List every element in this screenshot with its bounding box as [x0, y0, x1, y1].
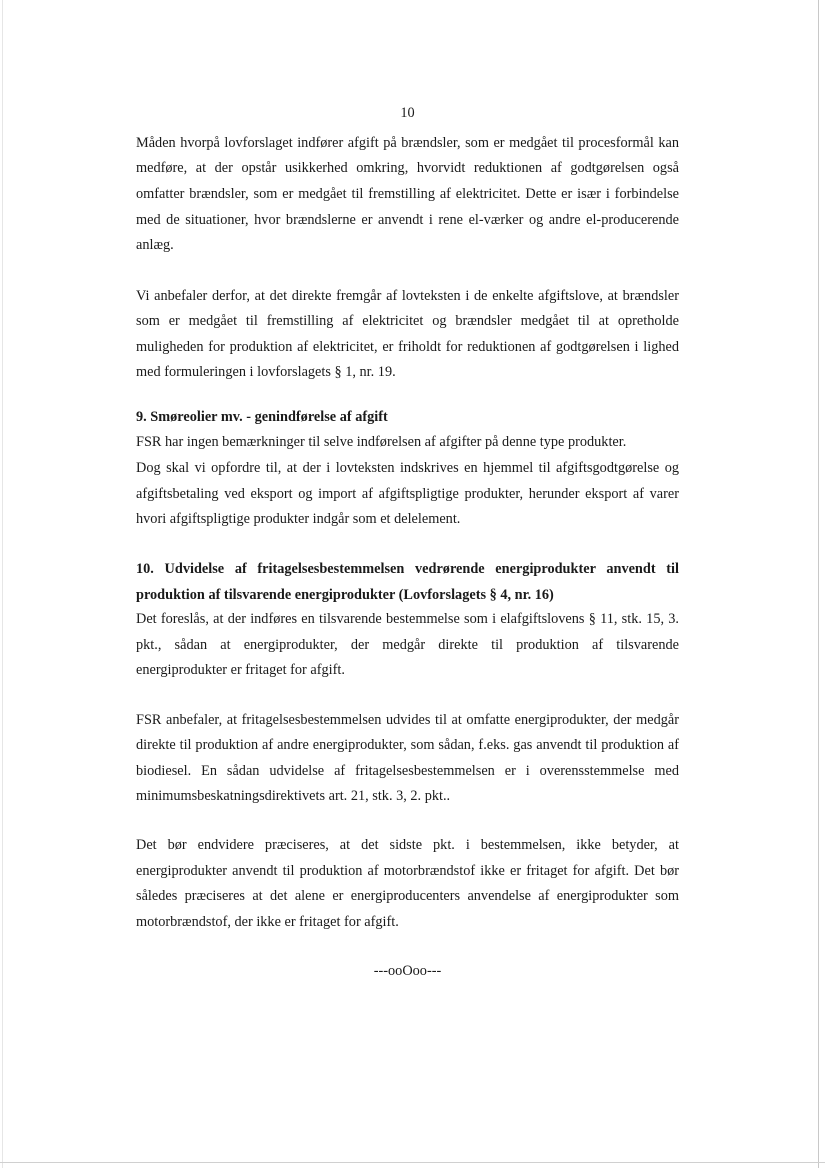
page-number: 10: [400, 105, 415, 121]
text-line: muligheden for produktion af elektricitet, er friholdt for reduktionen af godtgørelsen i lighed: [136, 339, 679, 355]
text-line: FSR anbefaler, at fritagelsesbestemmelsen udvides til at omfatte energiprodukter, der medgår: [136, 712, 679, 728]
text-line: afgiftsbetaling ved eksport og import af afgiftspligtige produkter, herunder eksport af varer: [136, 486, 679, 502]
section-heading: produktion af tilsvarende energiprodukter (Lovforslagets § 4, nr. 16): [136, 587, 554, 603]
text-line: med formuleringen i lovforslagets § 1, nr. 19.: [136, 364, 396, 380]
text-line: Vi anbefaler derfor, at det direkte fremgår af lovteksten i de enkelte afgiftslove, at brændsler: [136, 288, 679, 304]
section-heading: 10. Udvidelse af fritagelsesbestemmelsen vedrørende energiprodukter anvendt til: [136, 561, 679, 577]
text-line: Dog skal vi opfordre til, at der i lovteksten indskrives en hjemmel til afgiftsgodtgørelse og: [136, 460, 679, 476]
section-heading: 9. Smøreolier mv. - genindførelse af afgift: [136, 409, 388, 425]
text-line: anlæg.: [136, 237, 174, 253]
text-line: medføre, at der opstår usikkerhed omkring, hvorvidt reduktionen af godtgørelsen også: [136, 160, 679, 176]
text-line: motorbrændstof, der ikke er fritaget for afgift.: [136, 914, 399, 930]
text-line: minimumsbeskatningsdirektivets art. 21, stk. 3, 2. pkt..: [136, 788, 451, 804]
scan-edge-left: [2, 0, 3, 1168]
scan-edge-right: [818, 0, 819, 1168]
text-line: som er medgået til fremstilling af elektricitet og brændsler medgået til at opretholde: [136, 313, 679, 329]
text-line: pkt., sådan at energiprodukter, der medgår direkte til produktion af tilsvarende: [136, 637, 679, 653]
text-line: Måden hvorpå lovforslaget indfører afgift på brændsler, som er medgået til procesformål kan: [136, 135, 679, 151]
text-line: hvori afgiftspligtige produkter indgår som et delelement.: [136, 511, 461, 527]
end-mark: ---ooOoo---: [373, 963, 442, 979]
text-line: således præciseres at det alene er energiproducenters anvendelse af energiprodukter som: [136, 888, 679, 904]
text-line: energiprodukter er fritaget for afgift.: [136, 662, 345, 678]
text-line: direkte til produktion af andre energiprodukter, som sådan, f.eks. gas anvendt til produktion af: [136, 737, 679, 753]
scan-edge-bottom: [0, 1162, 825, 1163]
text-line: Det bør endvidere præciseres, at det sidste pkt. i bestemmelsen, ikke betyder, at: [136, 837, 679, 853]
text-line: omfatter brændsler, som er medgået til fremstilling af elektricitet. Dette er især i forbindelse: [136, 186, 679, 202]
text-line: biodiesel. En sådan udvidelse af fritagelsesbestemmelsen er i overensstemmelse med: [136, 763, 679, 779]
text-line: med de situationer, hvor brændslerne er anvendt i rene el-værker og andre el-producerende: [136, 212, 679, 228]
text-line: Det foreslås, at der indføres en tilsvarende bestemmelse som i elafgiftslovens § 11, stk. 15, 3.: [136, 611, 679, 627]
text-line: FSR har ingen bemærkninger til selve indførelsen af afgifter på denne type produkter.: [136, 434, 627, 450]
text-line: energiprodukter anvendt til produktion af motorbrændstof ikke er fritaget for afgift. Det bør: [136, 863, 679, 879]
